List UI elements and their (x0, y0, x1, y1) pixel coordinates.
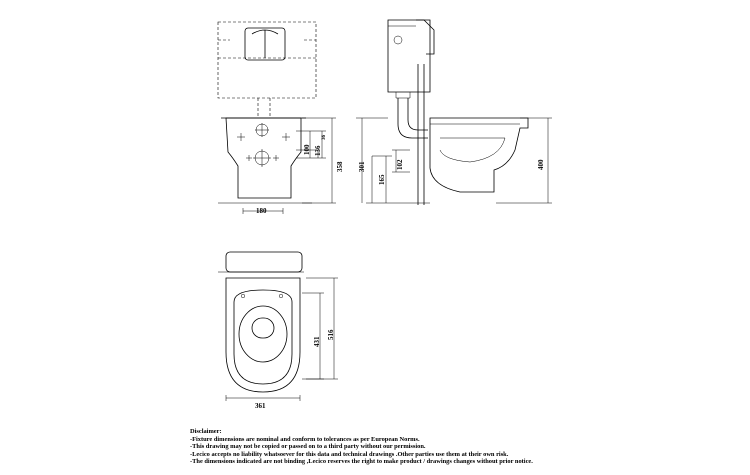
side-height-label: 400 (537, 159, 545, 170)
front-inlet-label-36: 36 (322, 135, 327, 140)
wall (418, 64, 424, 205)
side-view (356, 20, 552, 205)
top-view (218, 252, 338, 410)
disclaimer-title: Disclaimer: (190, 428, 222, 435)
front-view (218, 22, 344, 215)
inlet-marks (237, 123, 290, 167)
top-length-label: 516 (327, 329, 335, 340)
side-bowl (430, 118, 528, 192)
top-width-label: 361 (255, 402, 266, 410)
top-cistern (226, 252, 302, 272)
side-dim-165: 165 (378, 174, 386, 185)
front-height-label: 358 (336, 161, 344, 172)
front-inlet-label-100: 100 (303, 144, 311, 155)
disclaimer-line: -This drawing may not be copied or passed on to a third party without our permission. (190, 443, 426, 451)
side-dim-301: 301 (358, 161, 366, 172)
disclaimer-line: -Lecico accepts no liability whatsoever for this data and technical drawings .Other parties use them at their own risk. (190, 450, 509, 458)
top-inner-label: 431 (313, 336, 321, 347)
side-dim-102: 102 (396, 159, 404, 170)
front-width-label: 180 (256, 207, 267, 215)
disclaimer-line: -The dimensions indicated are not binding ,Lecico reserves the right to make product / drawings changes without prior notice. (190, 458, 533, 466)
front-inlet-label-136: 136 (314, 145, 322, 156)
disclaimer-line: -Fixture dimensions are nominal and conform to tolerances as per European Norms. (190, 435, 420, 443)
disclaimer (190, 428, 730, 466)
